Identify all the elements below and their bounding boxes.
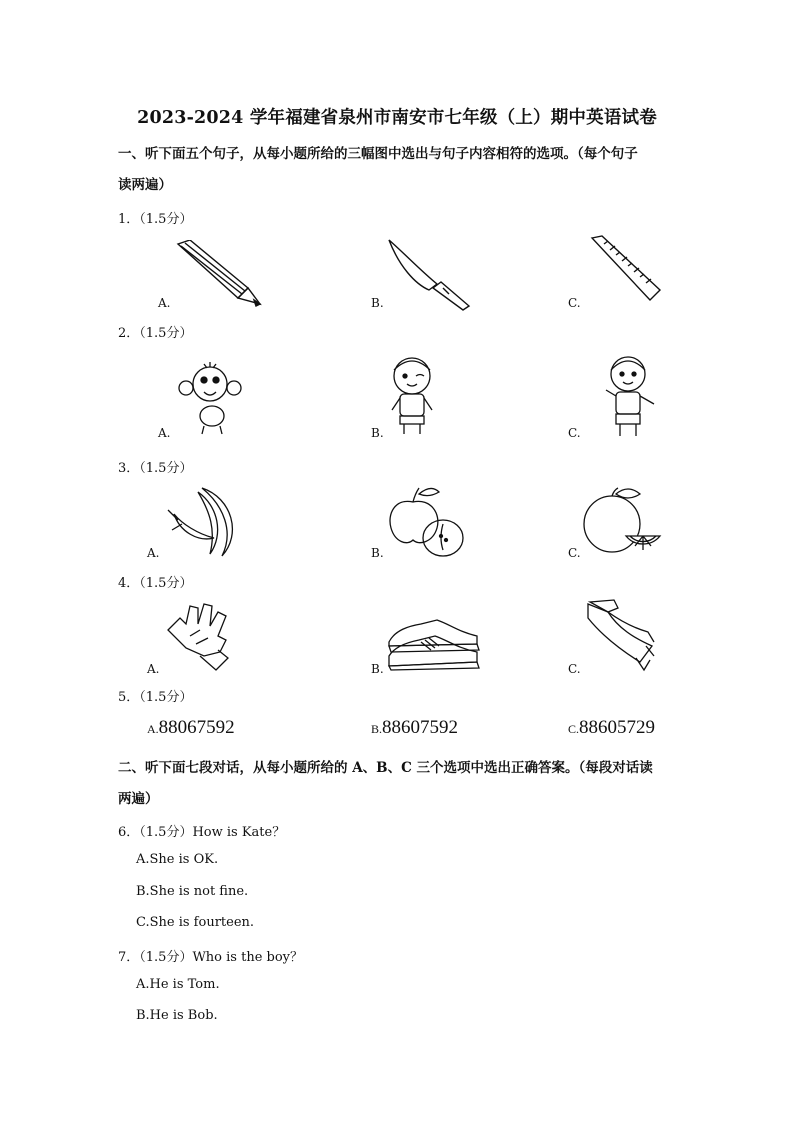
q4-option-b[interactable]: B.	[371, 662, 384, 676]
q1-number: 1．（1.5分）	[118, 212, 193, 227]
q2-option-b[interactable]: B.	[371, 426, 384, 440]
q6-option-a[interactable]: A.She is OK.	[136, 852, 219, 867]
q5-option-c[interactable]	[568, 717, 655, 739]
section2-heading	[118, 753, 688, 815]
section1-heading-line2: 读两遍）	[118, 177, 172, 193]
q6-number: 6．（1.5分）How is Kate？	[118, 825, 286, 840]
section2-heading-line2: 两遍）	[118, 791, 159, 807]
q5-option-a-letter: A.	[147, 722, 159, 736]
section1-heading	[118, 139, 688, 201]
q1-option-c[interactable]: C.	[568, 296, 581, 310]
q3-option-c[interactable]: C.	[568, 546, 581, 560]
q5-option-b-letter: B.	[371, 722, 383, 736]
q1-option-b[interactable]: B.	[371, 296, 384, 310]
orange-icon	[580, 484, 665, 559]
q3-option-a[interactable]: A.	[147, 546, 160, 560]
q5-option-c-value: 88605729	[579, 717, 656, 738]
q4-option-a[interactable]: A.	[147, 662, 160, 676]
boy-standing-icon	[380, 352, 445, 437]
q3-option-b[interactable]: B.	[371, 546, 384, 560]
q6-option-c[interactable]: C.She is fourteen.	[136, 915, 255, 930]
pants-icon	[578, 598, 658, 673]
q6-option-b[interactable]: B.She is not fine.	[136, 884, 249, 899]
pencil-icon	[170, 240, 265, 310]
section1-heading-line1: 一、听下面五个句子，从每小题所给的三幅图中选出与句子内容相符的选项。（每个句子	[118, 146, 638, 162]
gloves-icon	[160, 600, 240, 672]
boy-waving-icon	[598, 350, 663, 438]
q5-option-a-value: 88067592	[158, 717, 235, 738]
q7-option-a[interactable]: A.He is Tom.	[136, 977, 220, 992]
q5-number: 5．（1.5分）	[118, 690, 193, 705]
ruler-icon	[580, 234, 665, 304]
q4-number: 4．（1.5分）	[118, 576, 193, 591]
page-title: 2023-2024 学年福建省泉州市南安市七年级（上）期中英语试卷	[137, 108, 657, 128]
q7-option-b[interactable]: B.He is Bob.	[136, 1008, 218, 1023]
q5-option-a[interactable]	[147, 717, 235, 739]
q3-number: 3．（1.5分）	[118, 461, 193, 476]
q2-number: 2．（1.5分）	[118, 326, 193, 341]
q5-option-c-letter: C.	[568, 722, 580, 736]
q7-number: 7．（1.5分）Who is the boy？	[118, 950, 304, 965]
q2-option-a[interactable]: A.	[158, 426, 171, 440]
knife-icon	[385, 236, 475, 311]
sneakers-icon	[385, 616, 485, 672]
apples-icon	[385, 484, 470, 559]
section2-heading-line1: 二、听下面七段对话，从每小题所给的 A、B、C 三个选项中选出正确答案。（每段对话读	[118, 760, 653, 776]
q1-option-a[interactable]: A.	[158, 296, 171, 310]
q4-option-c[interactable]: C.	[568, 662, 581, 676]
q5-option-b-value: 88607592	[382, 717, 459, 738]
cartoon-monkey-icon	[174, 358, 249, 438]
q5-option-b[interactable]	[371, 717, 458, 739]
bananas-icon	[162, 484, 247, 559]
q2-option-c[interactable]: C.	[568, 426, 581, 440]
